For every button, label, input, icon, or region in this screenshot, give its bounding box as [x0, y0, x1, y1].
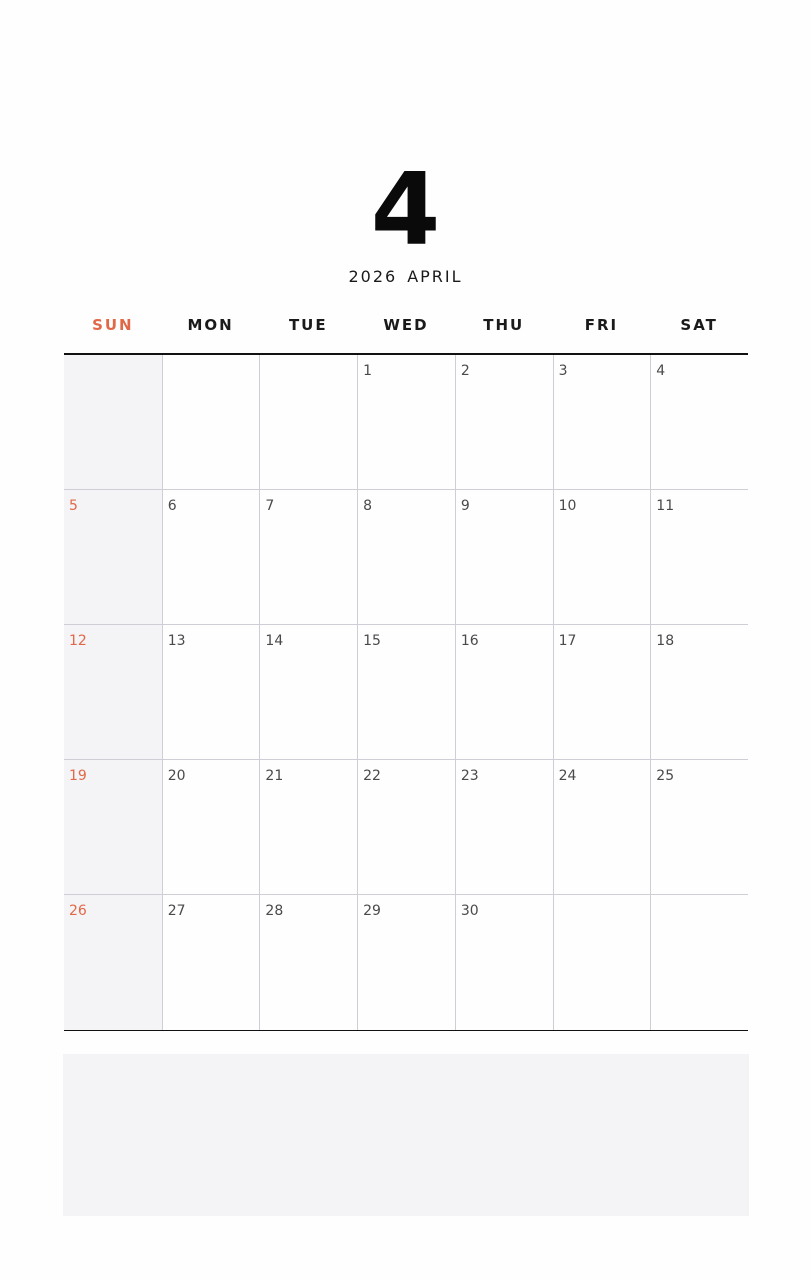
day-number: 23 [460, 768, 479, 784]
day-cell[interactable] [553, 625, 651, 760]
weekday-sun: SUN [92, 316, 134, 334]
day-cell[interactable] [162, 625, 260, 760]
day-number: 19 [69, 768, 87, 784]
day-cell[interactable] [455, 625, 553, 760]
weekday-mon: MON [187, 316, 234, 334]
day-number: 29 [363, 903, 381, 919]
day-cell[interactable] [357, 490, 455, 625]
day-cell[interactable] [553, 895, 651, 1030]
day-cell[interactable] [259, 625, 357, 760]
day-number: 12 [69, 633, 87, 649]
calendar-grid [64, 353, 748, 1031]
day-number: 24 [558, 768, 577, 784]
day-number: 16 [460, 633, 479, 649]
day-cell[interactable] [650, 895, 748, 1030]
day-number: 28 [265, 903, 284, 919]
day-cell[interactable] [259, 490, 357, 625]
day-number: 9 [460, 498, 470, 514]
day-number: 1 [363, 363, 373, 379]
day-cell[interactable] [259, 355, 357, 490]
day-cell[interactable] [553, 490, 651, 625]
day-number: 5 [69, 498, 78, 514]
weekday-thu: THU [483, 316, 525, 334]
day-number: 15 [363, 633, 381, 649]
day-cell[interactable] [357, 895, 455, 1030]
day-number: 21 [265, 768, 284, 784]
day-cell[interactable] [455, 895, 553, 1030]
day-cell[interactable] [455, 760, 553, 895]
day-cell[interactable] [259, 760, 357, 895]
day-cell[interactable] [64, 625, 162, 760]
day-number: 14 [265, 633, 284, 649]
weekday-tue: TUE [288, 316, 328, 334]
day-cell[interactable] [259, 895, 357, 1030]
day-cell[interactable] [162, 760, 260, 895]
day-number: 22 [363, 768, 381, 784]
day-cell[interactable] [162, 490, 260, 625]
day-cell[interactable] [162, 355, 260, 490]
day-number: 6 [167, 498, 177, 514]
day-cell[interactable] [650, 625, 748, 760]
day-number: 27 [167, 903, 186, 919]
month-name-label: APRIL [407, 267, 463, 286]
day-number: 13 [167, 633, 186, 649]
notes-area[interactable] [63, 1054, 749, 1216]
day-cell[interactable] [553, 355, 651, 490]
year-label: 2026 [348, 267, 398, 286]
day-number: 10 [558, 498, 577, 514]
year-month-label [0, 266, 811, 288]
day-number: 17 [558, 633, 577, 649]
day-number: 8 [363, 498, 373, 514]
day-number: 3 [558, 363, 568, 379]
day-cell[interactable] [162, 895, 260, 1030]
weekday-wed: WED [383, 316, 429, 334]
day-cell[interactable] [64, 895, 162, 1030]
day-number: 18 [656, 633, 675, 649]
day-cell[interactable] [455, 355, 553, 490]
day-number: 20 [167, 768, 186, 784]
day-number: 26 [69, 903, 87, 919]
weekday-header [64, 312, 748, 338]
month-number: 4 [370, 151, 441, 268]
day-number: 11 [656, 498, 675, 514]
day-number: 7 [265, 498, 275, 514]
day-number: 4 [656, 363, 666, 379]
day-number: 25 [656, 768, 675, 784]
day-cell[interactable] [357, 625, 455, 760]
day-cell[interactable] [553, 760, 651, 895]
day-cell[interactable] [455, 490, 553, 625]
weekday-sat: SAT [680, 316, 718, 334]
day-cell[interactable] [64, 355, 162, 490]
day-cell[interactable] [357, 355, 455, 490]
day-number: 30 [460, 903, 479, 919]
weekday-fri: FRI [584, 316, 619, 334]
day-cell[interactable] [64, 760, 162, 895]
day-cell[interactable] [650, 490, 748, 625]
day-number: 2 [460, 363, 470, 379]
day-cell[interactable] [650, 760, 748, 895]
day-cell[interactable] [650, 355, 748, 490]
day-cell[interactable] [64, 490, 162, 625]
day-cell[interactable] [357, 760, 455, 895]
